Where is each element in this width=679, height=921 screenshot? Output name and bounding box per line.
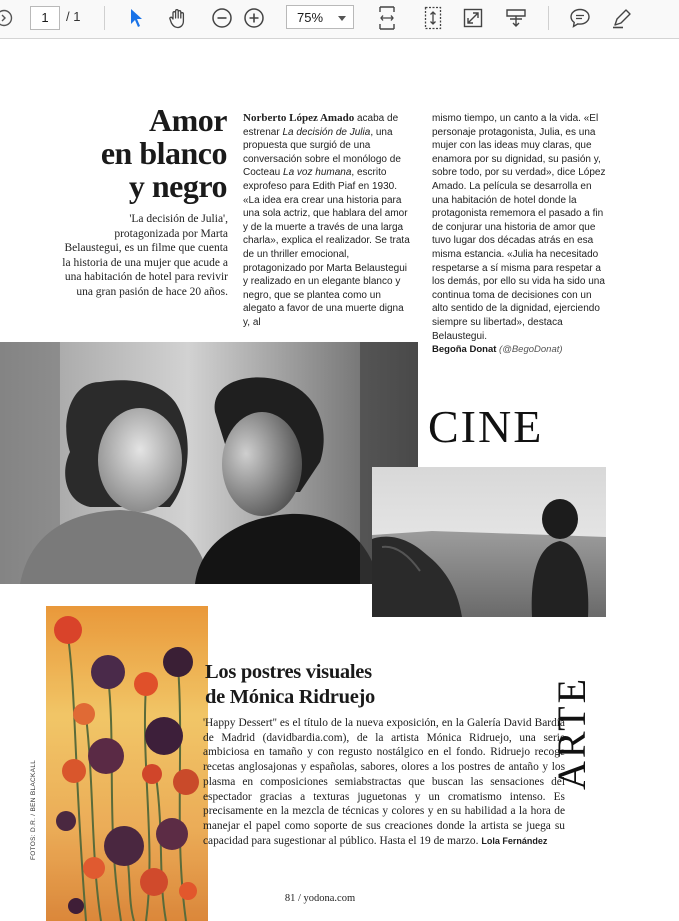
film-title: La decisión de Julia	[282, 126, 371, 138]
author-name: Lola Fernández	[481, 835, 548, 846]
page-total: / 1	[66, 9, 81, 24]
work-title: La voz humana	[283, 167, 352, 179]
section-label-arte: ARTE	[549, 675, 594, 790]
download-icon[interactable]	[502, 4, 530, 32]
title-line: de Mónica Ridruejo	[205, 686, 375, 708]
author-handle: (@BegoDonat)	[499, 344, 563, 356]
section-label-cine: CINE	[428, 401, 544, 452]
pen-icon[interactable]	[608, 4, 636, 32]
comment-icon[interactable]	[566, 4, 594, 32]
pdf-toolbar	[0, 0, 679, 39]
toolbar-divider	[104, 6, 105, 30]
col1-text: , una propuesta que surgió de una conversación sobre el monólogo de Cocteau	[243, 126, 401, 179]
fit-width-icon[interactable]	[374, 4, 400, 32]
zoom-select[interactable]	[286, 5, 354, 29]
article-lead: 'La decisión de Julia', protagonizada por Marta Belaustegui, es un filme que cuenta la historia de una mujer que acude a una habitación de hotel para revivir una gran pasión de hace 20 años.	[62, 213, 228, 298]
page-footer: 81 / yodona.com	[284, 893, 356, 904]
byline	[432, 344, 563, 355]
article-title-amor	[101, 104, 227, 203]
toolbar-divider	[548, 6, 549, 30]
article-column-2	[432, 112, 608, 357]
author-name: Begoña Donat	[432, 344, 497, 356]
article2-text: 'Happy Dessert'' es el título de la nueva exposición, en la Galería David Bardía de Madrid (davidbardia.com), de la artista Mónica Ridruejo, una serie ambiciosa en tamaño y con regusto nostálgico en el fondo. Ridruejo recoge recetas anglosajonas y españolas, sabores, olores a los postres de antaño y los plasma en composiciones semiabstractas que buscan las sensaciones del espectador gracias a texturas juguetonas y un cromatismo intenso. Es precisamente en la mezcla de técnicas y colores y en su habilidad a la hora de manejar el papel como soporte de sus creaciones donde la artista se juega su capacidad para sugestionar al público. Hasta el 19 de marzo.	[203, 717, 565, 847]
hand-icon[interactable]	[164, 4, 192, 32]
title-line: y negro	[128, 168, 227, 204]
title-line: Los postres visuales	[205, 661, 372, 683]
zoom-out-icon[interactable]	[208, 4, 236, 32]
title-line: en blanco	[100, 135, 227, 171]
article-title-postres	[205, 660, 375, 710]
magazine-page	[0, 40, 679, 904]
director-name: Norberto López Amado	[243, 112, 355, 124]
col2-text: mismo tiempo, un canto a la vida. «El personaje protagonista, Julia, es una mujer con las ideas muy claras, que enamora por su dignidad, su pasión y, sobre todo, por su verdad», dice López Amado. La película se desarrolla en una habitación de hotel donde la protagonista rememora el pasado a fin de conjurar una historia de amor que tuvo lugar dos décadas atrás en esa misma estancia. «Julia ha necesitado respetarse a sí misma para respetar a los demás, por ello su vida ha sido una continua toma de decisiones con un alto sentido de la dignidad, ejerciendo siempre su libertad», destaca Belaustegui.	[432, 113, 606, 342]
zoom-value: 75%	[297, 10, 324, 25]
zoom-in-icon[interactable]	[240, 4, 268, 32]
chevron-down-icon	[338, 16, 346, 21]
sidebar-toggle-icon[interactable]	[0, 4, 14, 32]
col1-text: , escrito exprofeso para Edith Piaf en 1930. «La idea era crear una historia para una sola actriz, que hablara del amor y de la muerte a través de una larga charla», explica el realizador. Se trata de un thriller emocional, protagonizado por Marta Belaustegui y realizado en un elegante blanco y negro, que se plantea como un alegato a favor de una muerte digna y, al	[243, 167, 410, 328]
article-body-arte	[203, 716, 565, 848]
fullscreen-icon[interactable]	[460, 4, 486, 32]
article-column-1	[243, 112, 413, 330]
page-number-input[interactable]: 1	[30, 6, 60, 30]
photo-credit: FOTOS: D.R. / BEN BLACKALL	[30, 759, 37, 860]
film-still-coast	[372, 467, 606, 617]
pointer-icon[interactable]	[124, 4, 148, 32]
artwork-painting	[46, 606, 208, 921]
col1-text: acaba de estrenar	[243, 113, 399, 138]
title-line: Amor	[149, 102, 227, 138]
fit-page-icon[interactable]	[420, 4, 446, 32]
film-still-couple	[0, 342, 418, 584]
